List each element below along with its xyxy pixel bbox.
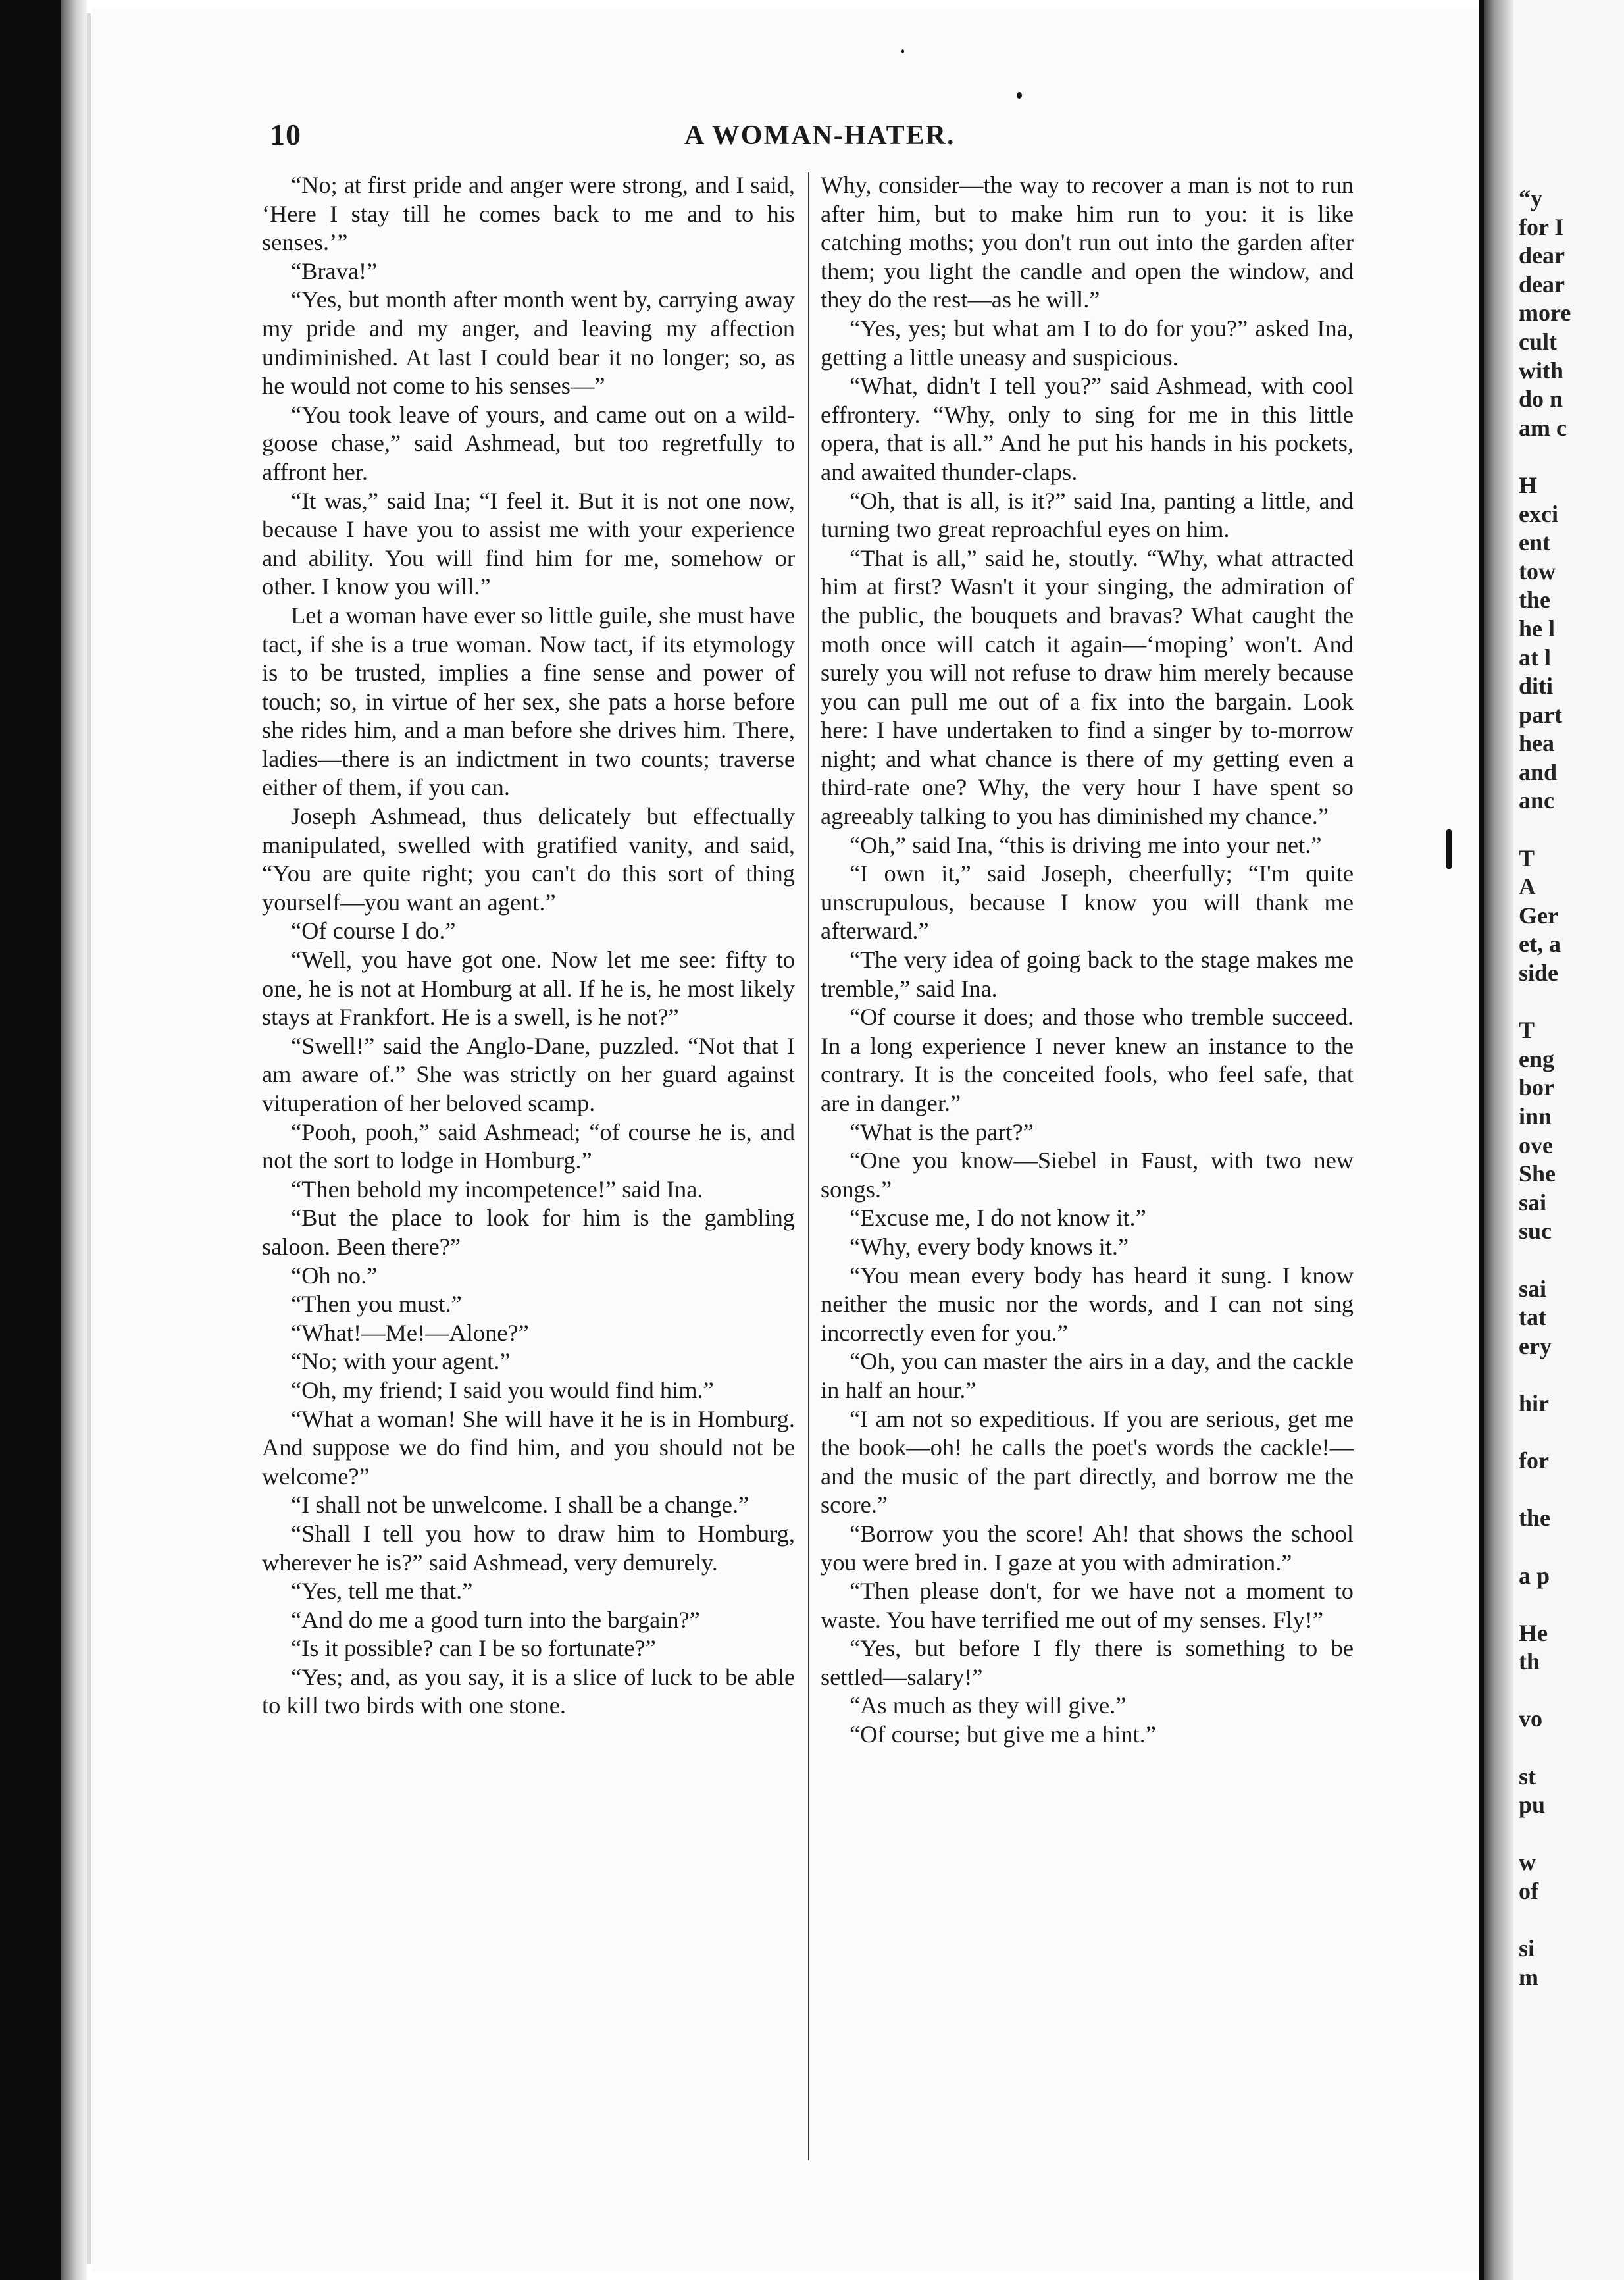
paragraph: “Excuse me, I do not know it.”	[850, 1205, 1146, 1231]
paragraph: “I own it,” said Joseph, cheerfully; “I'm quite unscrupulous, because I know you will thank me afterward.”	[821, 860, 1354, 945]
column-rule	[808, 172, 809, 2160]
paragraph: “That is all,” said he, stoutly. “Why, what attracted him at first? Wasn't it your singing, the admiration of the public, the bouquets and bravas? What caught the moth once will catch it again—‘moping’ won't. And surely you will not refuse to draw him merely because you can pull me out of a fix into the bargain. Look here: I have undertaken to find a singer by to-morrow night; and what chance is there of my getting even a third-rate one? Why, the very hour I have spent so agreeably talking to you has diminished my chance.”	[821, 544, 1354, 830]
paragraph: “Yes, tell me that.”	[291, 1578, 473, 1605]
scan-border-left	[0, 0, 61, 2280]
paragraph: “Of course; but give me a hint.”	[850, 1721, 1156, 1748]
paragraph: “Oh,” said Ina, “this is driving me into your net.”	[850, 831, 1322, 858]
paragraph: “What is the part?”	[850, 1118, 1034, 1145]
paragraph: “Then you must.”	[291, 1291, 462, 1318]
paragraph: “Is it possible? can I be so fortunate?”	[291, 1635, 656, 1662]
paragraph: “It was,” said Ina; “I feel it. But it is not one now, because I have you to assist me with your experience and ability. You will find him for me, somehow or other. I know you will.”	[262, 487, 795, 600]
paragraph: “Oh, you can master the airs in a day, and the cackle in half an hour.”	[821, 1348, 1354, 1403]
paragraph: “Shall I tell you how to draw him to Homburg, wherever he is?” said Ashmead, very demurely.	[262, 1520, 795, 1576]
scan-mark	[1446, 829, 1452, 869]
paragraph: “No; with your agent.”	[291, 1348, 511, 1375]
paragraph: “Why, every body knows it.”	[850, 1233, 1129, 1260]
paragraph: Why, consider—the way to recover a man is not to run after him, but to make him run to you: it is like catching moths; you don't run out into the garden after them; you light the candle and open the window, and they do the rest—as he will.”	[821, 172, 1354, 313]
paragraph: “And do me a good turn into the bargain?”	[291, 1606, 700, 1633]
paragraph: “I shall not be unwelcome. I shall be a change.”	[291, 1491, 749, 1518]
paragraph: “Then behold my incompetence!” said Ina.	[291, 1176, 703, 1203]
paragraph: “One you know—Siebel in Faust, with two new songs.”	[821, 1147, 1354, 1203]
paragraph: Joseph Ashmead, thus delicately but effectually manipulated, swelled with gratified vanity, and said, “You are quite right; you can't do this sort of thing yourself—you want an agent.”	[262, 803, 795, 916]
paragraph: “Oh, my friend; I said you would find him.”	[291, 1376, 714, 1403]
next-page-fragments: “y for I dear dear more cult with do n am c H exci ent tow the he l at l diti part hea and anc T A Ger et, a side T eng bor inn ove She sai suc sai tat ery hir for the a p He th vo st pu w of si m	[1519, 185, 1571, 1990]
page-shadow	[61, 0, 87, 2280]
scan-speck	[1017, 92, 1022, 99]
next-page-edge	[1513, 0, 1624, 2280]
page-edge	[87, 13, 91, 2264]
paragraph: “Pooh, pooh,” said Ashmead; “of course he is, and not the sort to lodge in Homburg.”	[262, 1118, 795, 1174]
paragraph: “Oh, that is all, is it?” said Ina, panting a little, and turning two great reproachful eyes on him.	[821, 487, 1354, 543]
paragraph: “You mean every body has heard it sung. I know neither the music nor the words, and I can not sing incorrectly even for you.”	[821, 1262, 1354, 1346]
scan-border-right	[1479, 0, 1484, 2280]
paragraph: “Yes, but before I fly there is something to be settled—salary!”	[821, 1635, 1354, 1690]
paragraph: “Yes, but month after month went by, carrying away my pride and my anger, and leaving my affection undiminished. At last I could bear it no longer; so, as he would not come to his senses—”	[262, 286, 795, 400]
page-number: 10	[270, 118, 301, 151]
paragraph: “You took leave of yours, and came out on a wild-goose chase,” said Ashmead, but too regretfully to affront her.	[262, 401, 795, 485]
paragraph: “Of course it does; and those who tremble succeed. In a long experience I never knew an instance to the contrary. It is the conceited fools, who feel safe, that are in danger.”	[821, 1004, 1354, 1116]
paragraph: “Then please don't, for we have not a moment to waste. You have terrified me out of my senses. Fly!”	[821, 1578, 1354, 1633]
paragraph: “I am not so expeditious. If you are serious, get me the book—oh! he calls the poet's words the cackle!—and the music of the part directly, and borrow me the score.”	[821, 1405, 1354, 1518]
paragraph: “But the place to look for him is the gambling saloon. Been there?”	[262, 1205, 795, 1260]
paragraph: “Yes; and, as you say, it is a slice of luck to be able to kill two birds with one stone.	[262, 1663, 795, 1719]
paragraph: “Borrow you the score! Ah! that shows the school you were bred in. I gaze at you with admiration.”	[821, 1520, 1354, 1576]
paragraph: “Well, you have got one. Now let me see: fifty to one, he is not at Homburg at all. If he is, he most likely stays at Frankfort. He is a swell, is he not?”	[262, 946, 795, 1031]
paragraph: “Yes, yes; but what am I to do for you?” asked Ina, getting a little uneasy and suspicious.	[821, 315, 1354, 371]
scan-speck	[901, 49, 904, 53]
paragraph: “Brava!”	[291, 257, 378, 284]
paragraph: “The very idea of going back to the stage makes me tremble,” said Ina.	[821, 946, 1354, 1002]
left-column	[262, 171, 795, 1721]
paragraph: “What a woman! She will have it he is in Homburg. And suppose we do find him, and you should not be welcome?”	[262, 1405, 795, 1490]
book-spine	[1482, 0, 1513, 2280]
paragraph: “Swell!” said the Anglo-Dane, puzzled. “Not that I am aware of.” She was strictly on her guard against vituperation of her beloved scamp.	[262, 1032, 795, 1116]
paragraph: “Oh no.”	[291, 1262, 378, 1289]
running-title: A WOMAN-HATER.	[684, 120, 955, 151]
right-column	[821, 171, 1354, 1749]
paragraph: “What, didn't I tell you?” said Ashmead, with cool effrontery. “Why, only to sing for me in this little opera, that is all.” And he put his hands in his pockets, and awaited thunder-claps.	[821, 373, 1354, 485]
paragraph: Let a woman have ever so little guile, she must have tact, if she is a true woman. Now tact, if its etymology is to be trusted, implies a fine sense and power of touch; so, in virtue of her sex, she pats a horse before she rides him, and a man before she drives him. There, ladies—there is an indictment in two counts; traverse either of them, if you can.	[262, 602, 795, 801]
paragraph: “What!—Me!—Alone?”	[291, 1319, 529, 1346]
paragraph: “As much as they will give.”	[850, 1692, 1127, 1719]
paragraph: “No; at first pride and anger were strong, and I said, ‘Here I stay till he comes back to me and to his senses.’”	[262, 172, 795, 256]
paragraph: “Of course I do.”	[291, 918, 456, 945]
